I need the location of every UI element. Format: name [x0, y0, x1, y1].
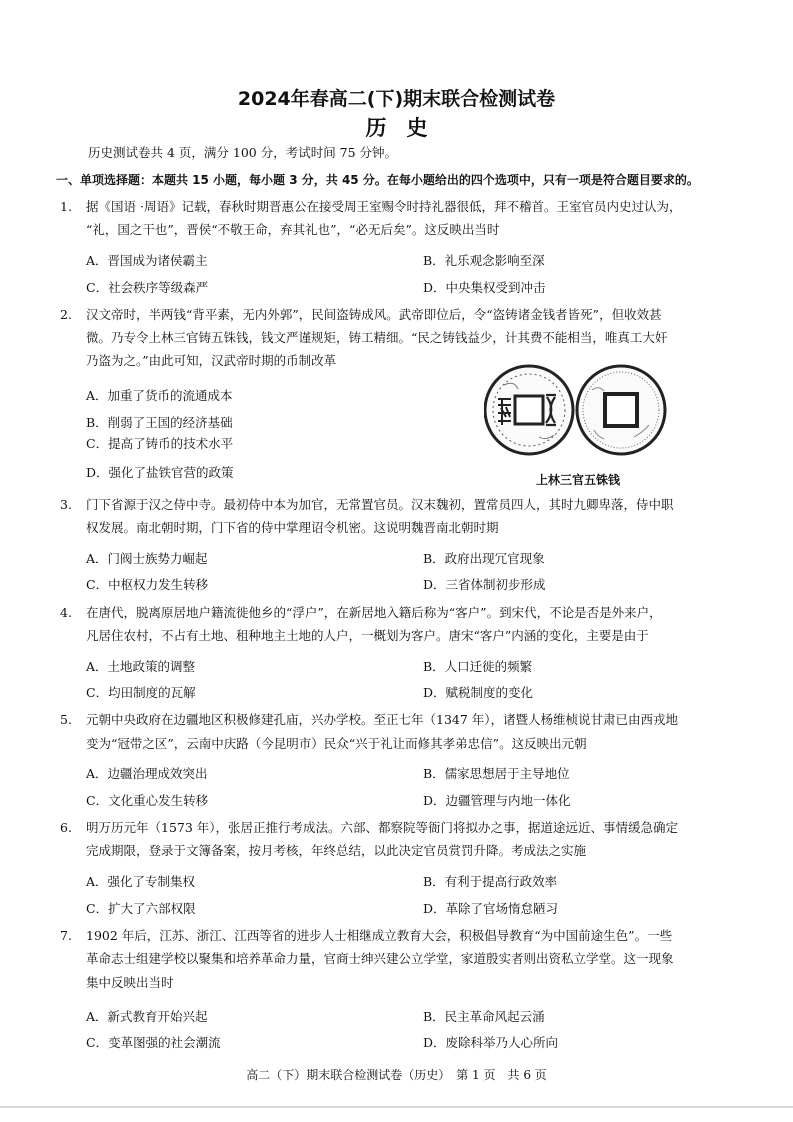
- question-text-line: 汉文帝时，半两钱“背平素，无内外郭”，民间盗铸成风。武帝即位后，令“盗铸诸金钱者皆死”，但收效甚: [86, 307, 662, 322]
- question-text-line: 在唐代，脱离原居地户籍流徙他乡的“浮户”，在新居地入籍后称为“客户”。到宋代，不论是否是外来户，: [86, 605, 662, 620]
- question-text-line: 集中反映出当时: [86, 975, 174, 990]
- exam-intro: 历史测试卷共 4 页，满分 100 分，考试时间 75 分钟。: [88, 145, 398, 160]
- option-a[interactable]: A．新式教育开始兴起: [86, 1009, 208, 1024]
- option-c[interactable]: C．提高了铸币的技术水平: [86, 436, 234, 451]
- question-text-line: 权发展。南北朝时期，门下省的侍中掌理诏令机密。这说明魏晋南北朝时期: [86, 520, 499, 535]
- option-d[interactable]: D．强化了盐铁官营的政策: [86, 465, 234, 480]
- option-d[interactable]: D．废除科举乃人心所向: [423, 1035, 559, 1050]
- option-c[interactable]: C．均田制度的瓦解: [86, 685, 196, 700]
- question-text-line: 完成期限，登录于文簿备案，按月考核，年终总结，以此决定官员赏罚升降。考成法之实施: [86, 843, 587, 858]
- question-text-line: 1902 年后，江苏、浙江、江西等省的进步人士相继成立教育大会，积极倡导教育“为中国前途生色”。一些: [86, 928, 673, 943]
- option-c[interactable]: C．变革图强的社会潮流: [86, 1035, 221, 1050]
- option-d[interactable]: D．革除了官场惰怠陋习: [423, 901, 559, 916]
- exam-title: 2024年春高二(下)期末联合检测试卷: [237, 88, 556, 110]
- question-number: 3.: [60, 497, 72, 512]
- option-c[interactable]: C．文化重心发生转移: [86, 793, 209, 808]
- question-text-line: 据《国语 ·周语》记载，春秋时期晋惠公在接受周王室赐令时持礼器很低，拜不稽首。王室官员内史过认为，: [86, 199, 682, 214]
- question-text-line: 门下省源于汉之侍中寺。最初侍中本为加官，无常置官员。汉末魏初，置常员四人，其时九卿卑落，侍中职: [86, 497, 674, 512]
- option-d[interactable]: D．边疆管理与内地一体化: [423, 793, 571, 808]
- question-number: 7.: [60, 928, 72, 943]
- section-heading: 一、单项选择题：本题共 15 小题，每小题 3 分，共 45 分。在每小题给出的四个选项中，只有一项是符合题目要求的。: [56, 173, 699, 187]
- option-a[interactable]: A．门阀士族势力崛起: [86, 551, 208, 566]
- question-number: 5.: [60, 712, 72, 727]
- option-a[interactable]: A．加重了货币的流通成本: [86, 388, 233, 403]
- option-d[interactable]: D．中央集权受到冲击: [423, 280, 546, 295]
- option-c[interactable]: C．扩大了六部权限: [86, 901, 196, 916]
- subject-title: 历史: [365, 116, 448, 140]
- coin-back: [577, 366, 665, 454]
- option-c[interactable]: C．社会秩序等级森严: [86, 280, 209, 295]
- question-text-line: 元朝中央政府在边疆地区积极修建孔庙，兴办学校。至正七年（1347 年），诸暨人杨维桢说甘肃已由西戎地: [86, 712, 679, 727]
- option-b[interactable]: B．民主革命风起云涌: [423, 1009, 545, 1024]
- figure-caption: 上林三官五铢钱: [535, 473, 620, 487]
- question-number: 1.: [60, 199, 72, 214]
- option-d[interactable]: D．赋税制度的变化: [423, 685, 534, 700]
- option-b[interactable]: B．礼乐观念影响至深: [423, 253, 545, 268]
- option-c[interactable]: C．中枢权力发生转移: [86, 577, 209, 592]
- page-footer: 高二（下）期末联合检测试卷（历史） 第 1 页 共 6 页: [246, 1068, 547, 1082]
- question-number: 6.: [60, 820, 72, 835]
- wuzhu-coin-image: [484, 355, 668, 465]
- question-text-line: 乃盗为之。”由此可知，汉武帝时期的币制改革: [86, 353, 337, 368]
- option-a[interactable]: A．强化了专制集权: [86, 874, 196, 889]
- question-text-line: 革命志士组建学校以聚集和培养革命力量，官商士绅兴建公立学堂，家道殷实者则出资私立学堂。这一现象: [86, 951, 674, 966]
- question-text-line: “礼，国之干也”，晋侯“不敬王命，弃其礼也”，“必无后矣”。这反映出当时: [86, 222, 500, 237]
- option-a[interactable]: A．土地政策的调整: [86, 659, 196, 674]
- option-b[interactable]: B．政府出现冗官现象: [423, 551, 545, 566]
- option-b[interactable]: B．人口迁徙的频繁: [423, 659, 533, 674]
- coin-front: [485, 366, 573, 454]
- option-a[interactable]: A．边疆治理成效突出: [86, 766, 208, 781]
- question-text-line: 微。乃专令上林三官铸五铢钱，钱文严谨规矩，铸工精细。“民之铸钱益少，计其费不能相当，唯真工大奸: [86, 330, 668, 345]
- question-text-line: 明万历元年（1573 年），张居正推行考成法。六部、都察院等衙门将拟办之事，据道途远近、事情缓急确定: [86, 820, 679, 835]
- option-a[interactable]: A．晋国成为诸侯霸主: [86, 253, 208, 268]
- option-b[interactable]: B．儒家思想居于主导地位: [423, 766, 570, 781]
- question-number: 2.: [60, 307, 72, 322]
- question-number: 4.: [60, 605, 72, 620]
- option-d[interactable]: D．三省体制初步形成: [423, 577, 546, 592]
- page-bottom-edge: [0, 1106, 793, 1108]
- question-text-line: 变为“冠带之区”，云南中庆路（今昆明市）民众“兴于礼让而修其孝弟忠信”。这反映出元朝: [86, 736, 587, 751]
- option-b[interactable]: B．有利于提高行政效率: [423, 874, 558, 889]
- option-b[interactable]: B．削弱了王国的经济基础: [86, 415, 233, 430]
- question-text-line: 凡居住农村，不占有土地、租种地主土地的人户，一概划为客户。唐宋“客户”内涵的变化，主要是由于: [86, 628, 649, 643]
